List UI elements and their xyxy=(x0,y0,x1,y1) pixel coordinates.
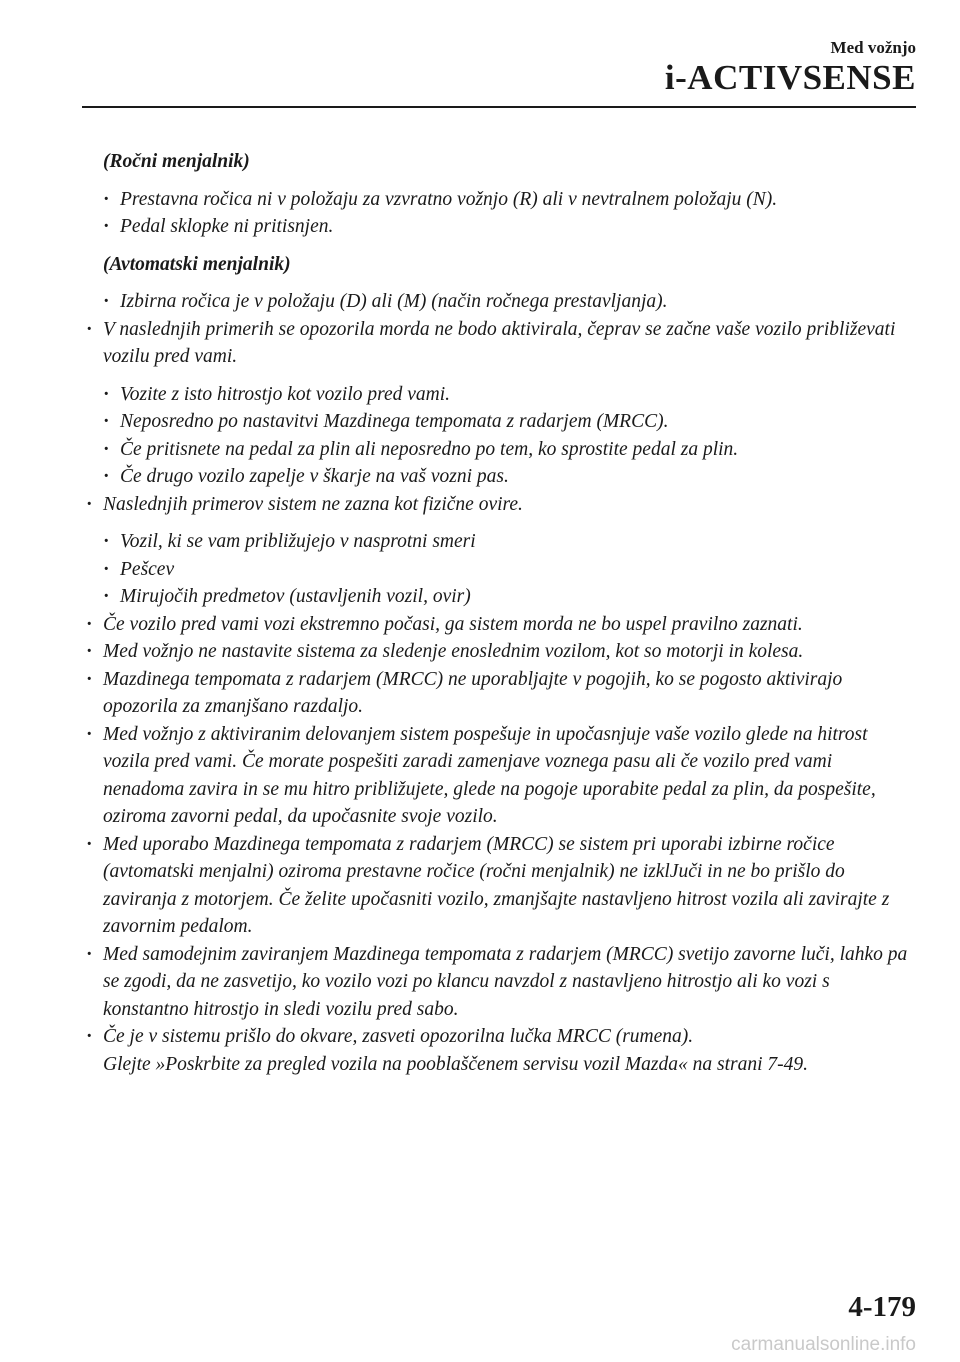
list-item: · Pedal sklopke ni pritisnjen. xyxy=(103,213,916,241)
list-item: · Pešcev xyxy=(103,556,916,584)
note-item: · Med samodejnim zaviranjem Mazdinega tempomata z radarjem (MRCC) svetijo zavorne luči, lahko pa se zgodi, da ne zasvetijo, ko vozilo vozi po klancu navzdol z nastavljeno hitrostjo ali ko vozi s konstantno hitrostjo in sledi vozilu pred sabo. xyxy=(86,941,916,1024)
automatic-transmission-list xyxy=(86,288,916,316)
chapter-title: i-ACTIVSENSE xyxy=(664,58,916,97)
note-item: · Če vozilo pred vami vozi ekstremno počasi, ga sistem morda ne bo uspel pravilno zaznati. xyxy=(86,611,916,639)
malfunction-note: · Če je v sistemu prišlo do okvare, zasveti opozorilna lučka MRCC (rumena). xyxy=(86,1023,916,1051)
list-item: · Vozil, ki se vam približujejo v nasprotni smeri xyxy=(103,528,916,556)
warning-conditions-list xyxy=(86,381,916,491)
automatic-transmission-heading: (Avtomatski menjalnik) xyxy=(103,253,291,275)
watermark: carmanualsonline.info xyxy=(731,1334,916,1355)
page-number: 4-179 xyxy=(848,1291,916,1323)
note-item: · Med uporabo Mazdinega tempomata z radarjem (MRCC) se sistem pri uporabi izbirne ročice (avtomatski menjalni) oziroma prestavne ročice (ročni menjalnik) ne izklJuči in ne bo prišlo do zaviranja z motorjem. Če želite upočasniti vozilo, zmanjšajte nastavljeno hitrost vozila ali zavirajte z zavornim pedalom. xyxy=(86,831,916,941)
note-item: · Mazdinega tempomata z radarjem (MRCC) ne uporabljajte v pogojih, ko se pogosto aktivirajo opozorila za zmanjšano razdaljo. xyxy=(86,666,916,721)
section-title: Med vožnjo xyxy=(830,38,916,57)
list-item: · Vozite z isto hitrostjo kot vozilo pred vami. xyxy=(103,381,916,409)
list-item: · Mirujočih predmetov (ustavljenih vozil, ovir) xyxy=(103,583,916,611)
warning-intro: · V naslednjih primerih se opozorila morda ne bodo aktivirala, čeprav se začne vaše vozilo približevati vozilu pred vami. xyxy=(86,316,916,371)
page-header xyxy=(665,38,916,98)
list-item: · Prestavna ročica ni v položaju za vzvratno vožnjo (R) ali v nevtralnem položaju (N). xyxy=(103,186,916,214)
manual-transmission-list xyxy=(86,186,916,241)
list-item: · Neposredno po nastavitvi Mazdinega tempomata z radarjem (MRCC). xyxy=(103,408,916,436)
list-item: · Če drugo vozilo zapelje v škarje na vaš vozni pas. xyxy=(103,463,916,491)
obstacle-list xyxy=(86,528,916,611)
list-item: · Če pritisnete na pedal za plin ali neposredno po tem, ko sprostite pedal za plin. xyxy=(103,436,916,464)
page-reference: Glejte »Poskrbite za pregled vozila na pooblaščenem servisu vozil Mazda« na strani 7-49. xyxy=(103,1053,808,1075)
page-content xyxy=(86,148,916,1078)
header-divider xyxy=(82,106,916,108)
manual-transmission-heading: (Ročni menjalnik) xyxy=(103,151,250,172)
obstacle-intro: · Naslednjih primerov sistem ne zazna kot fizične ovire. xyxy=(86,491,916,519)
note-item: · Med vožnjo ne nastavite sistema za sledenje enoslednim vozilom, kot so motorji in kolesa. xyxy=(86,638,916,666)
list-item: · Izbirna ročica je v položaju (D) ali (M) (način ročnega prestavljanja). xyxy=(103,288,916,316)
note-item: · Med vožnjo z aktiviranim delovanjem sistem pospešuje in upočasnjuje vaše vozilo glede na hitrost vozila pred vami. Če morate pospešiti zaradi zamenjave voznega pasu ali če vozilo pred vami nenadoma zavira in se mu hitro približujete, glede na pogoje uporabite pedal za plin, da pospešite, oziroma zavorni pedal, da upočasnite svoje vozilo. xyxy=(86,721,916,831)
